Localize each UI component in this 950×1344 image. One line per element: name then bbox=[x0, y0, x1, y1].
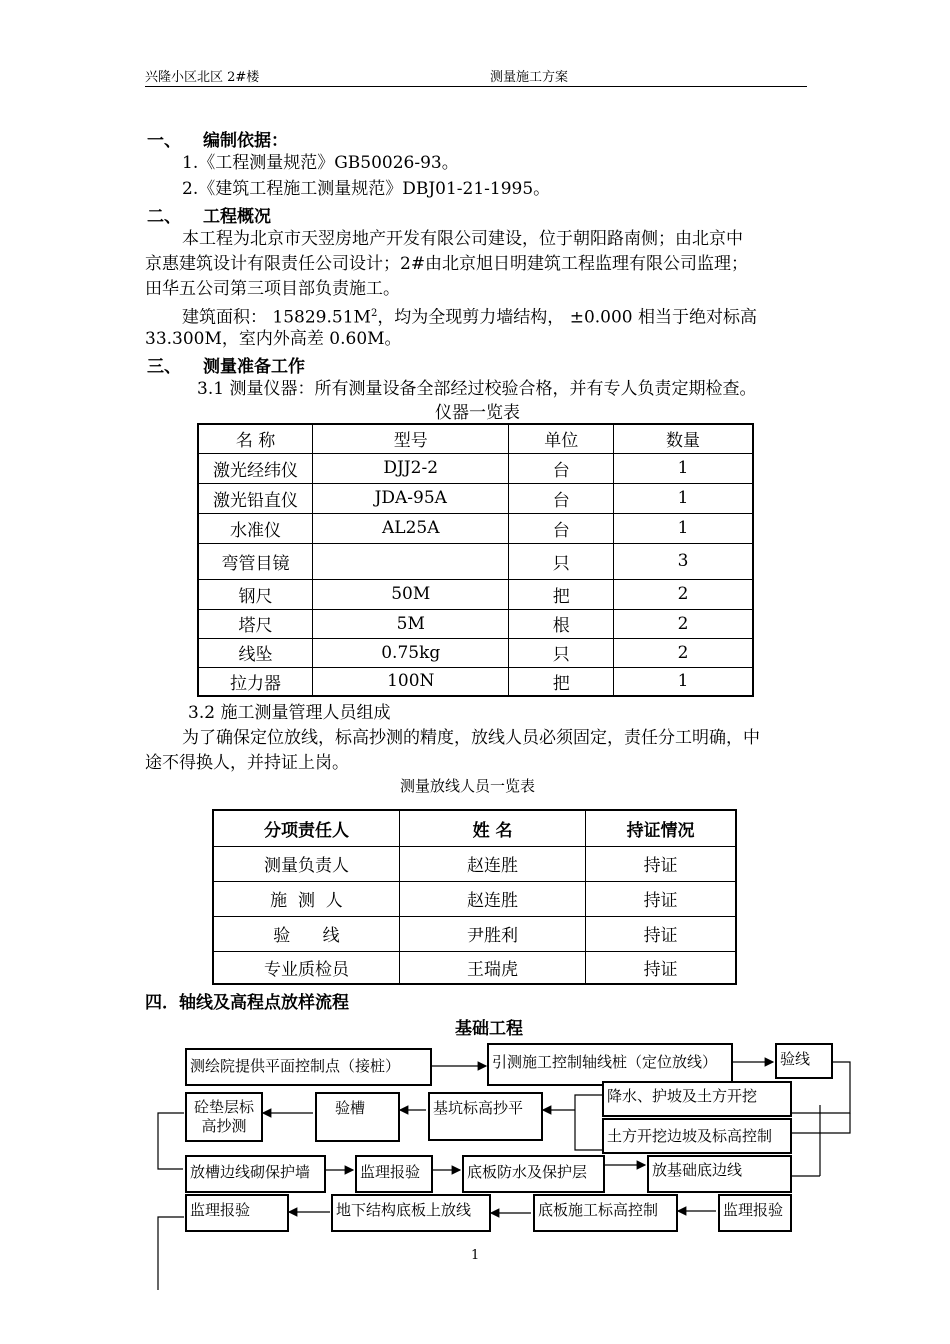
table-cell: 持证 bbox=[586, 951, 736, 984]
table-cell: 激光经纬仪 bbox=[198, 453, 313, 483]
table-cell: 施 测 人 bbox=[213, 881, 399, 916]
table-cell: 3 bbox=[614, 543, 753, 579]
flow-box-cushion-elevation: 砼垫层标高抄测 bbox=[185, 1092, 263, 1142]
table-cell: 1 bbox=[614, 453, 753, 483]
flow-box-supervision-report-1: 监理报验 bbox=[355, 1155, 433, 1193]
flow-box-supervision-report-3: 监理报验 bbox=[185, 1194, 289, 1232]
table-cell: 把 bbox=[509, 579, 614, 609]
header-cell: 持证情况 bbox=[586, 810, 736, 846]
table-cell: 台 bbox=[509, 453, 614, 483]
flow-box-waterproofing: 底板防水及保护层 bbox=[462, 1155, 605, 1193]
table-cell: 根 bbox=[509, 609, 614, 638]
table-cell: 1 bbox=[614, 483, 753, 513]
section-1-title: 编制依据： bbox=[203, 131, 288, 151]
table-cell: 水准仪 bbox=[198, 513, 313, 543]
table-cell: 0.75kg bbox=[313, 638, 509, 667]
header-cell: 单位 bbox=[509, 424, 614, 453]
flow-box-control-axis-stakes: 引测施工控制轴线桩（定位放线） bbox=[487, 1043, 733, 1086]
header-left: 兴隆小区北区 2#楼 bbox=[145, 70, 260, 85]
table-cell: 验 线 bbox=[213, 916, 399, 951]
table-cell: 尹胜利 bbox=[399, 916, 585, 951]
header-cell: 型号 bbox=[313, 424, 509, 453]
overview-line-3: 田华五公司第三项目部负责施工。 bbox=[145, 279, 400, 299]
staff-heading: 3.2 施工测量管理人员组成 bbox=[188, 703, 391, 723]
section-3-number: 三、 bbox=[147, 357, 181, 377]
flow-box-line-check: 验线 bbox=[775, 1043, 833, 1079]
header-cell: 分项责任人 bbox=[213, 810, 399, 846]
table-cell: 2 bbox=[614, 579, 753, 609]
table-cell: 拉力器 bbox=[198, 667, 313, 696]
table-cell: 测量负责人 bbox=[213, 846, 399, 881]
instrument-table-title: 仪器一览表 bbox=[435, 403, 520, 423]
flow-box-trench-edge-wall: 放槽边线砌保护墙 bbox=[185, 1155, 326, 1193]
flow-box-slab-layout: 地下结构底板上放线 bbox=[331, 1194, 491, 1232]
reference-item-2: 2.《建筑工程施工测量规范》DBJ01-21-1995。 bbox=[182, 179, 551, 199]
table-cell: 1 bbox=[614, 513, 753, 543]
table-cell: 持证 bbox=[586, 916, 736, 951]
staff-paragraph-line-1: 为了确保定位放线，标高抄测的精度，放线人员必须固定，责任分工明确，中 bbox=[182, 728, 760, 748]
header-cell: 姓 名 bbox=[399, 810, 585, 846]
flow-box-trench-inspection: 验槽 bbox=[315, 1092, 400, 1142]
table-cell: 持证 bbox=[586, 846, 736, 881]
staff-paragraph-line-2: 途不得换人，并持证上岗。 bbox=[145, 753, 349, 773]
table-cell: DJJ2-2 bbox=[313, 453, 509, 483]
table-cell: 把 bbox=[509, 667, 614, 696]
area-text-a: 建筑面积： 15829.51M bbox=[182, 307, 371, 328]
header-center: 测量施工方案 bbox=[490, 70, 569, 85]
table-cell: 激光铅直仪 bbox=[198, 483, 313, 513]
table-cell: 2 bbox=[614, 609, 753, 638]
flow-box-pit-leveling: 基坑标高抄平 bbox=[428, 1092, 543, 1141]
section-4-title: 四．轴线及高程点放样流程 bbox=[145, 993, 349, 1013]
table-cell: 持证 bbox=[586, 881, 736, 916]
table-cell: JDA-95A bbox=[313, 483, 509, 513]
table-cell: 塔尺 bbox=[198, 609, 313, 638]
flow-box-slab-elevation-control: 底板施工标高控制 bbox=[533, 1194, 678, 1232]
section-3-title: 测量准备工作 bbox=[203, 357, 305, 377]
flow-subtitle: 基础工程 bbox=[455, 1019, 523, 1039]
table-cell: 1 bbox=[614, 667, 753, 696]
table-cell: 钢尺 bbox=[198, 579, 313, 609]
table-cell: 线坠 bbox=[198, 638, 313, 667]
table-cell: 5M bbox=[313, 609, 509, 638]
header-cell: 名 称 bbox=[198, 424, 313, 453]
area-superscript: 2 bbox=[370, 308, 378, 319]
staff-table-title: 测量放线人员一览表 bbox=[400, 777, 536, 795]
overview-line-1: 本工程为北京市天翌房地产开发有限公司建设，位于朝阳路南侧；由北京中 bbox=[182, 229, 743, 249]
table-cell: 赵连胜 bbox=[399, 846, 585, 881]
section-2-title: 工程概况 bbox=[203, 207, 271, 227]
header-cell: 数量 bbox=[614, 424, 753, 453]
table-cell: 50M bbox=[313, 579, 509, 609]
table-cell: 王瑞虎 bbox=[399, 951, 585, 984]
table-cell: 只 bbox=[509, 638, 614, 667]
flow-box-slope-elevation-control: 土方开挖边坡及标高控制 bbox=[602, 1118, 792, 1154]
section-2-number: 二、 bbox=[147, 207, 181, 227]
flow-box-dewatering-excavation: 降水、护坡及土方开挖 bbox=[602, 1081, 792, 1117]
flow-box-foundation-edge: 放基础底边线 bbox=[647, 1155, 792, 1193]
table-cell: 只 bbox=[509, 543, 614, 579]
instrument-paragraph: 3.1 测量仪器：所有测量设备全部经过校验合格，并有专人负责定期检查。 bbox=[197, 379, 757, 399]
flow-box-supervision-report-2: 监理报验 bbox=[718, 1194, 792, 1232]
table-cell: 台 bbox=[509, 483, 614, 513]
area-line-2: 33.300M，室内外高差 0.60M。 bbox=[145, 329, 402, 349]
table-cell: 赵连胜 bbox=[399, 881, 585, 916]
reference-item-1: 1.《工程测量规范》GB50026-93。 bbox=[182, 153, 459, 173]
table-cell: 2 bbox=[614, 638, 753, 667]
table-cell: AL25A bbox=[313, 513, 509, 543]
area-text-b: ，均为全现剪力墙结构， ±0.000 相当于绝对标高 bbox=[377, 307, 758, 328]
table-cell: 100N bbox=[313, 667, 509, 696]
section-1-number: 一、 bbox=[147, 131, 181, 151]
table-cell: 弯管目镜 bbox=[198, 543, 313, 579]
flow-box-survey-control-points: 测绘院提供平面控制点（接桩） bbox=[185, 1048, 432, 1086]
overview-line-2: 京惠建筑设计有限责任公司设计；2#由北京旭日明建筑工程监理有限公司监理； bbox=[145, 254, 749, 274]
table-cell: 专业质检员 bbox=[213, 951, 399, 984]
table-cell: 台 bbox=[509, 513, 614, 543]
page-number: 1 bbox=[471, 1248, 480, 1263]
